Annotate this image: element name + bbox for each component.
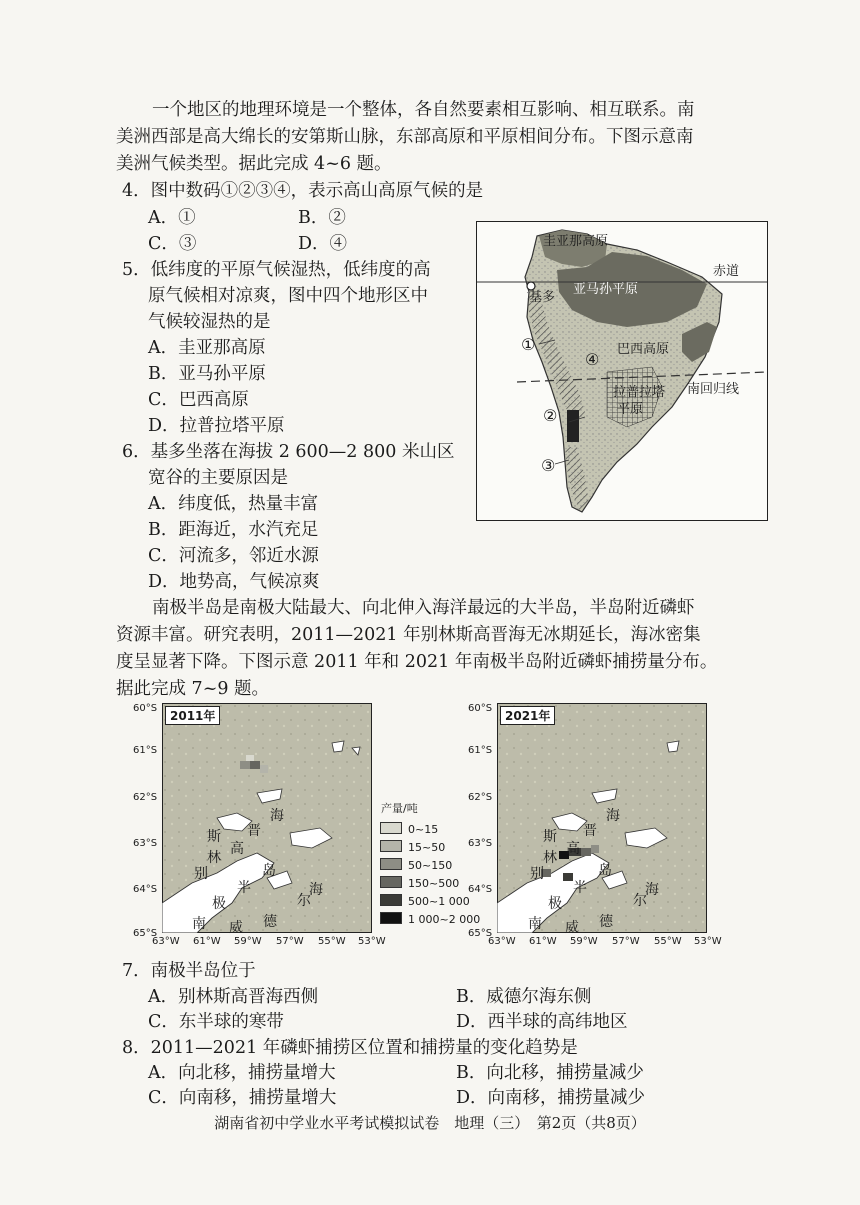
lat-label-60s-right: 60°S (468, 703, 493, 714)
legend-item (380, 912, 480, 926)
map-word-jin-right: 晋 (583, 823, 597, 839)
legend-title: 产量/吨 (381, 802, 418, 815)
legend-swatch (380, 858, 402, 870)
legend-swatch (380, 876, 402, 888)
map-word-ji-right: 极 (548, 896, 562, 912)
q7-option-d[interactable]: D．西半球的高纬地区 (456, 1012, 628, 1032)
label-amazon-plain: 亚马孙平原 (573, 282, 639, 297)
lat-label-62s-left: 62°S (133, 792, 158, 803)
q4-option-d[interactable]: D．④ (298, 234, 348, 254)
legend-label: 150~500 (408, 877, 460, 890)
label-brazil-highlands: 巴西高原 (617, 342, 670, 357)
map-word-si-right: 斯 (543, 829, 557, 845)
label-number-1: ① (521, 335, 536, 354)
q6-option-c[interactable]: C．河流多，邻近水源 (148, 546, 319, 566)
lat-label-60s-left: 60°S (133, 703, 158, 714)
intro2-line1: 南极半岛是南极大陆最大、向北伸入海洋最远的大半岛，半岛附近磷虾 (152, 598, 695, 618)
map-word-wei-right: 威 (565, 920, 579, 936)
map-word-ban-left: 半 (237, 880, 251, 896)
lon-label-59w-right: 59°W (570, 936, 598, 947)
q5-option-d[interactable]: D．拉普拉塔平原 (148, 416, 285, 436)
lat-label-64s-left: 64°S (133, 884, 158, 895)
q5-stem-line2: 原气候相对凉爽，图中四个地形区中 (148, 286, 428, 306)
q7-option-c[interactable]: C．东半球的寒带 (148, 1012, 284, 1032)
map-word-jin-left: 晋 (247, 823, 261, 839)
q8-stem: 8．2011—2021 年磷虾捕捞区位置和捕捞量的变化趋势是 (122, 1038, 578, 1058)
map-word-gao-left: 高 (230, 841, 244, 857)
legend-label: 500~1 000 (408, 895, 470, 908)
lon-label-57w-left: 57°W (276, 936, 304, 947)
map-word-wei-left: 威 (229, 920, 243, 936)
krill-map-2011 (162, 703, 372, 933)
label-la-plata-1: 拉普拉塔 (613, 385, 666, 400)
lon-label-61w-right: 61°W (529, 936, 557, 947)
lat-label-64s-right: 64°S (468, 884, 493, 895)
intro1-line1: 一个地区的地理环境是一个整体，各自然要素相互影响、相互联系。南 (152, 100, 695, 120)
q5-option-c[interactable]: C．巴西高原 (148, 390, 249, 410)
year-label-2011: 2011年 (165, 706, 220, 725)
legend-swatch (380, 894, 402, 906)
lon-label-57w-right: 57°W (612, 936, 640, 947)
krill-map-2021 (497, 703, 707, 933)
q6-option-a[interactable]: A．纬度低，热量丰富 (148, 494, 319, 514)
lon-label-53w-left: 53°W (358, 936, 386, 947)
q7-stem: 7．南极半岛位于 (122, 961, 256, 981)
intro2-line4: 据此完成 7~9 题。 (116, 679, 270, 699)
label-equator: 赤道 (713, 264, 740, 279)
year-label-2021: 2021年 (500, 706, 555, 725)
map-word-de-left: 德 (263, 914, 277, 930)
q7-option-b[interactable]: B．威德尔海东侧 (456, 987, 592, 1007)
intro2-line3: 度呈显著下降。下图示意 2011 年和 2021 年南极半岛附近磷虾捕捞量分布。 (116, 652, 718, 672)
label-guiana-highlands: 圭亚那高原 (543, 234, 609, 249)
lon-label-61w-left: 61°W (193, 936, 221, 947)
legend-item (380, 894, 470, 908)
label-number-4: ④ (585, 350, 600, 369)
lat-label-63s-left: 63°S (133, 838, 158, 849)
q4-option-b[interactable]: B．② (298, 208, 346, 228)
map-word-dao-right: 岛 (598, 863, 612, 879)
legend-label: 0~15 (408, 823, 439, 836)
q8-option-b[interactable]: B．向北移，捕捞量减少 (456, 1063, 644, 1083)
legend-swatch (380, 822, 402, 834)
legend-swatch (380, 840, 402, 852)
lat-label-62s-right: 62°S (468, 792, 493, 803)
q8-option-a[interactable]: A．向北移，捕捞量增大 (148, 1063, 336, 1083)
label-la-plata-2: 平原 (617, 402, 644, 417)
legend-item (380, 840, 445, 854)
lat-label-63s-right: 63°S (468, 838, 493, 849)
map-word-de-right: 德 (599, 914, 613, 930)
q6-stem-line2: 宽谷的主要原因是 (148, 468, 288, 488)
legend-item (380, 858, 452, 872)
legend-swatch (380, 912, 402, 924)
q8-option-d[interactable]: D．向南移，捕捞量减少 (456, 1088, 646, 1108)
map-word-er-left: 尔 (297, 893, 311, 909)
map-word-lin-right: 林 (543, 850, 557, 866)
intro1-line3: 美洲气候类型。据此完成 4~6 题。 (116, 154, 392, 174)
q4-stem: 4．图中数码①②③④，表示高山高原气候的是 (122, 181, 484, 201)
map-word-hai2-left: 海 (309, 882, 323, 898)
label-number-3: ③ (541, 456, 556, 475)
q5-stem-line1: 5．低纬度的平原气候湿热，低纬度的高 (122, 260, 431, 280)
map-word-dao-left: 岛 (262, 863, 276, 879)
map-word-hai-right: 海 (606, 808, 620, 824)
q6-option-b[interactable]: B．距海近，水汽充足 (148, 520, 319, 540)
lat-label-61s-right: 61°S (468, 745, 493, 756)
q4-option-c[interactable]: C．③ (148, 234, 197, 254)
lon-label-63w-right: 63°W (488, 936, 516, 947)
intro1-line2: 美洲西部是高大绵长的安第斯山脉，东部高原和平原相间分布。下图示意南 (116, 127, 694, 147)
q5-stem-line3: 气候较湿热的是 (148, 312, 271, 332)
map-word-ji-left: 极 (212, 896, 226, 912)
lat-label-65s-right: 65°S (468, 928, 493, 939)
lon-label-55w-left: 55°W (318, 936, 346, 947)
q8-option-c[interactable]: C．向南移，捕捞量增大 (148, 1088, 337, 1108)
map-word-ban-right: 半 (573, 880, 587, 896)
q6-option-d[interactable]: D．地势高，气候凉爽 (148, 572, 320, 592)
lon-label-55w-right: 55°W (654, 936, 682, 947)
map-word-gao-right: 高 (566, 841, 580, 857)
q5-option-b[interactable]: B．亚马孙平原 (148, 364, 266, 384)
map-word-lin-left: 林 (207, 850, 221, 866)
krill-map-2011-drawing (162, 703, 372, 933)
map-word-bie-right: 别 (530, 866, 544, 882)
map-word-hai-left: 海 (270, 808, 284, 824)
lon-label-63w-left: 63°W (152, 936, 180, 947)
map-word-hai2-right: 海 (645, 882, 659, 898)
q4-option-a[interactable]: A．① (148, 208, 196, 228)
label-quito: 基多 (529, 290, 556, 305)
label-number-2: ② (543, 406, 558, 425)
map-word-nan-right: 南 (528, 916, 542, 932)
map-word-bie-left: 别 (194, 866, 208, 882)
map-word-er-right: 尔 (633, 893, 647, 909)
q7-option-a[interactable]: A．别林斯高晋海西侧 (148, 987, 319, 1007)
lat-label-65s-left: 65°S (133, 928, 158, 939)
south-america-climate-map (476, 221, 768, 521)
map-word-nan-left: 南 (192, 916, 206, 932)
intro2-line2: 资源丰富。研究表明，2011—2021 年别林斯高晋海无冰期延长，海冰密集 (116, 625, 701, 645)
lat-label-61s-left: 61°S (133, 745, 158, 756)
q6-stem-line1: 6．基多坐落在海拔 2 600—2 800 米山区 (122, 442, 455, 462)
lon-label-59w-left: 59°W (234, 936, 262, 947)
legend-label: 50~150 (408, 859, 453, 872)
lon-label-53w-right: 53°W (694, 936, 722, 947)
krill-map-2021-drawing (497, 703, 707, 933)
legend-label: 15~50 (408, 841, 446, 854)
label-tropic-of-capricorn: 南回归线 (687, 382, 740, 397)
legend-item (380, 822, 438, 836)
legend-item (380, 876, 459, 890)
legend-label: 1 000~2 000 (408, 913, 481, 926)
q5-option-a[interactable]: A．圭亚那高原 (148, 338, 266, 358)
map-word-si-left: 斯 (207, 829, 221, 845)
page-footer: 湖南省初中学业水平考试模拟试卷 地理（三） 第2页（共8页） (214, 1114, 646, 1132)
